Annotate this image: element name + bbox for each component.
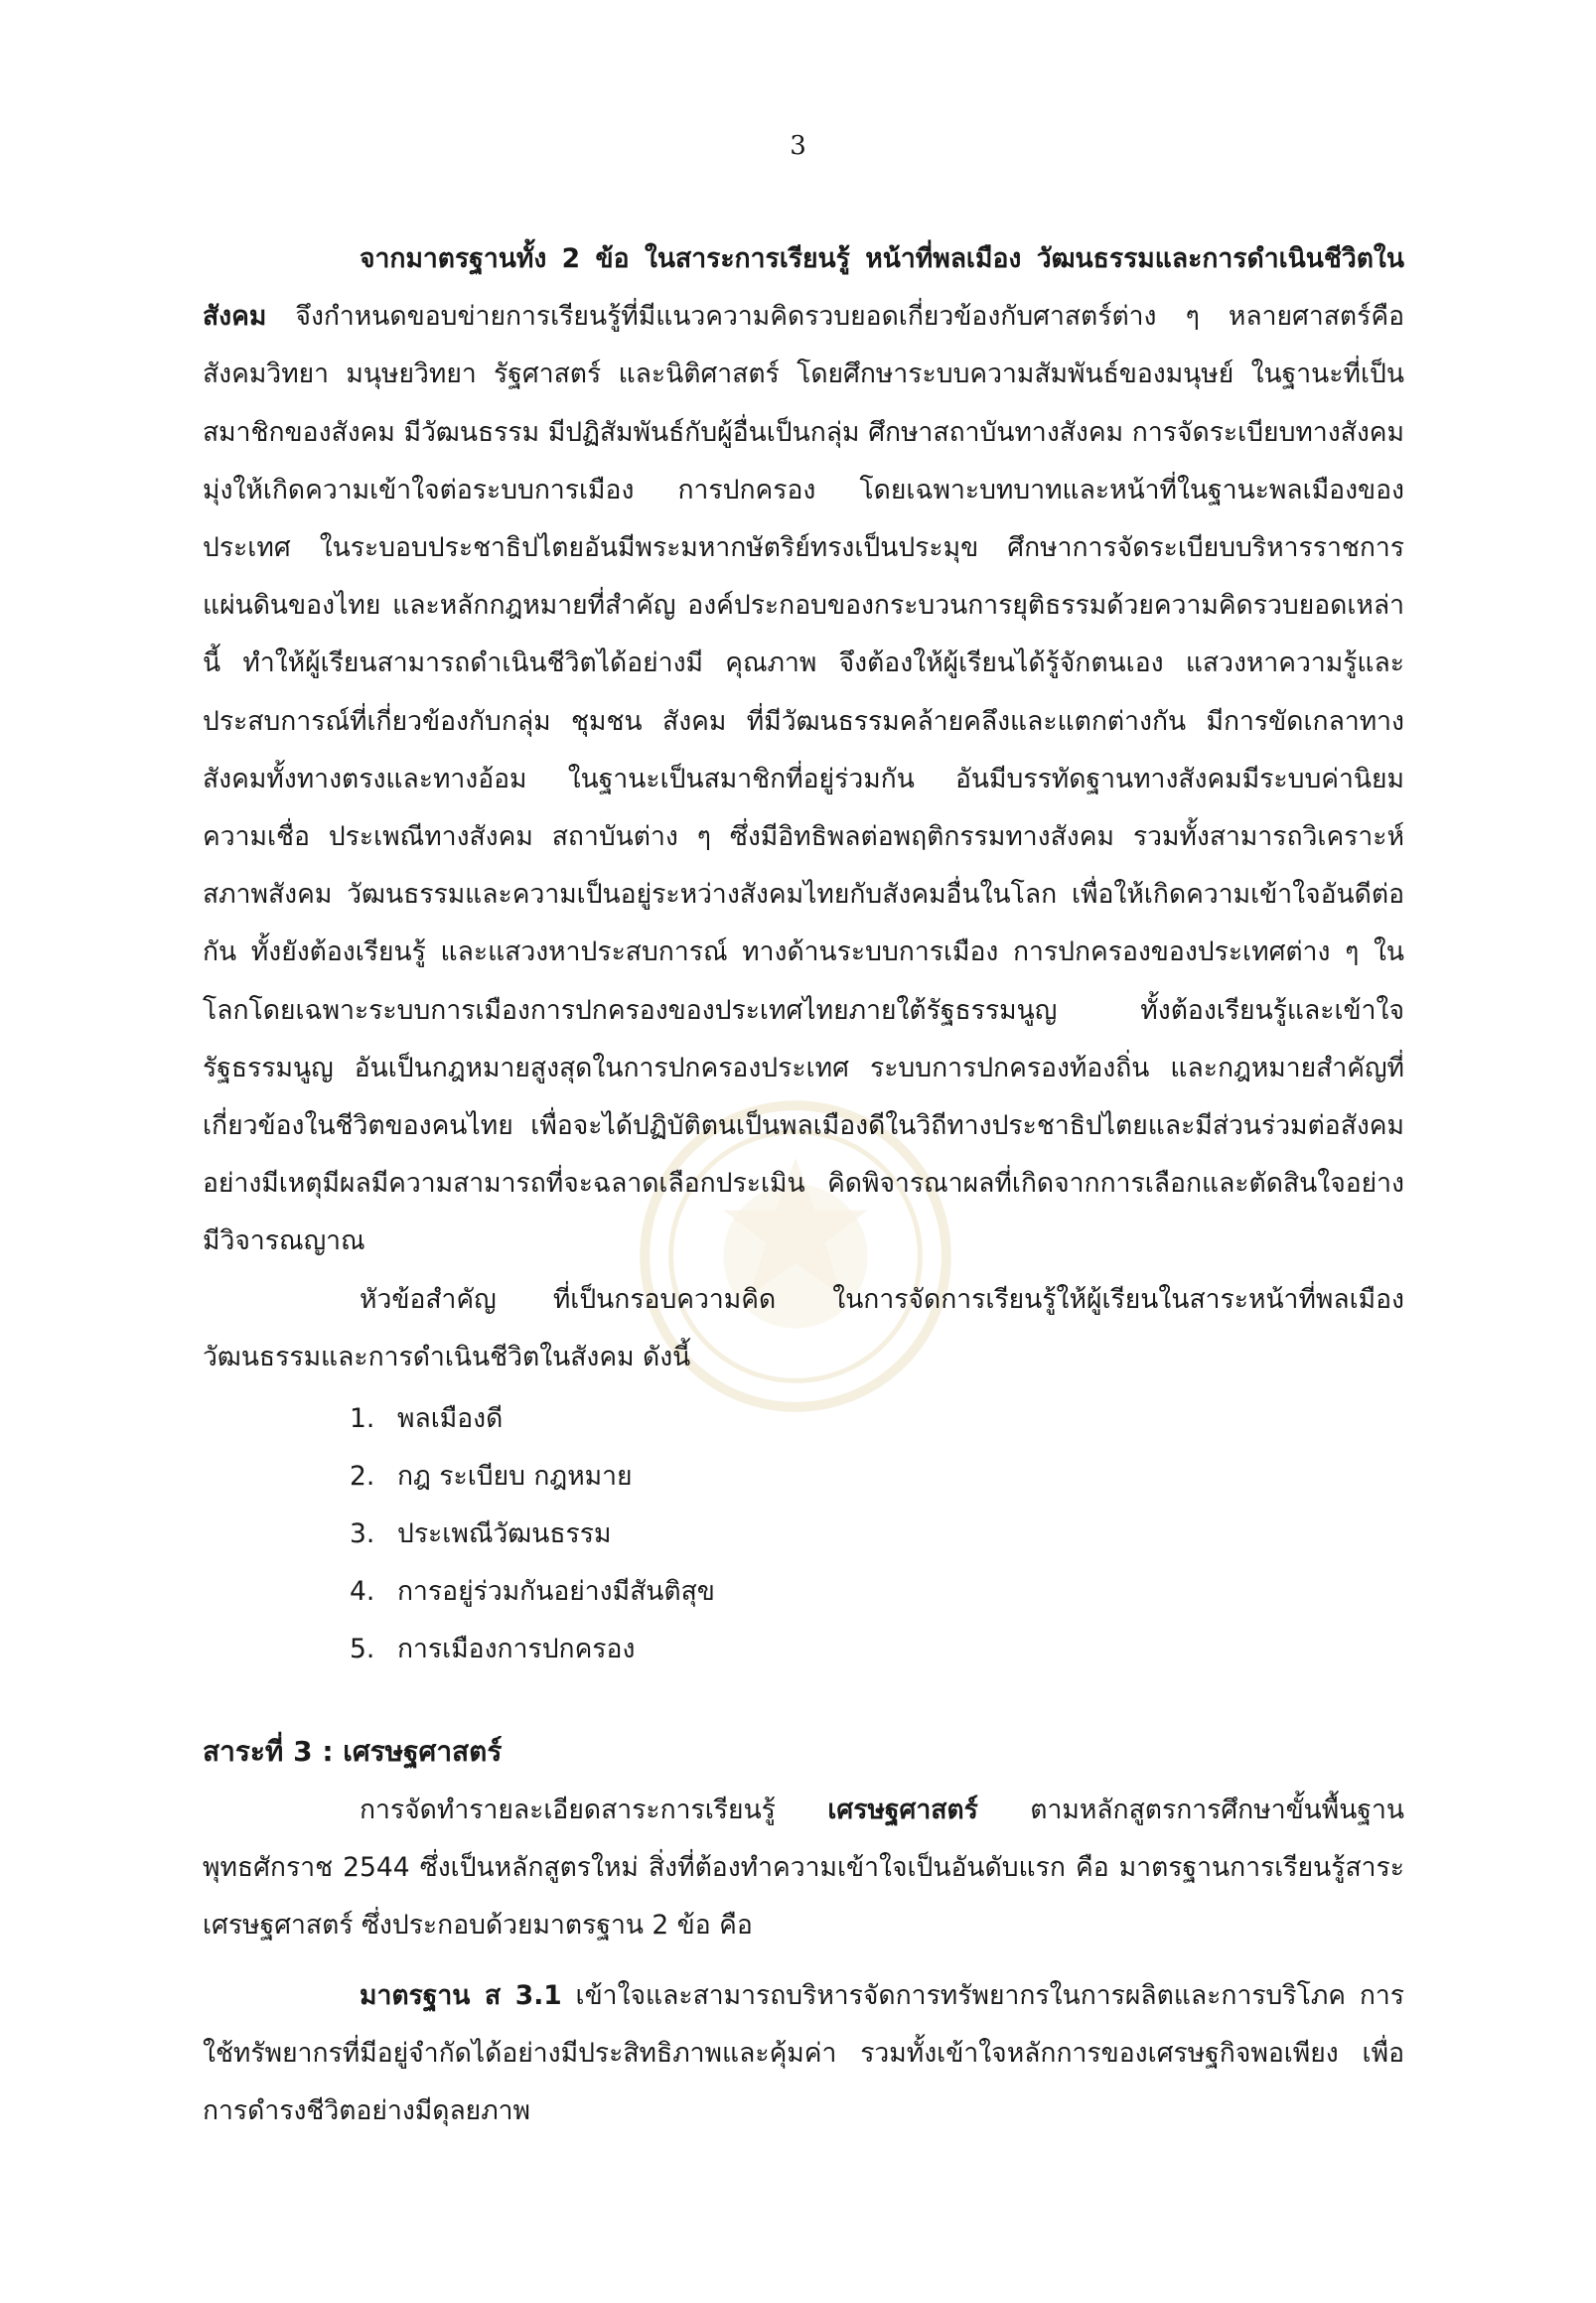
list-item-label: การเมืองการปกครอง	[397, 1634, 636, 1665]
key-topics-list	[203, 1390, 1404, 1678]
list-item-number: 2.	[350, 1461, 375, 1493]
list-item-label: การอยู่ร่วมกันอย่างมีสันติสุข	[397, 1576, 715, 1608]
list-item-label: พลเมืองดี	[397, 1403, 504, 1435]
section3-para-bold: เศรษฐศาสตร์	[827, 1795, 978, 1826]
intro-body: จึงกำหนดขอบข่ายการเรียนรู้ที่มีแนวความคิดรวบยอดเกี่ยวข้องกับศาสตร์ต่าง ๆ หลายศาสตร์คือ สังคมวิทยา มนุษยวิทยา รัฐศาสตร์ และนิติศาสตร์ โดยศึกษาระบบความสัมพันธ์ของมนุษย์ ในฐานะที่เป็นสมาชิกของสังคม มีวัฒนธรรม มีปฏิสัมพันธ์กับผู้อื่นเป็นกลุ่ม ศึกษาสถาบันทางสังคม การจัดระเบียบทางสังคม มุ่งให้เกิดความเข้าใจต่อระบบการเมือง การปกครอง โดยเฉพาะบทบาทและหน้าที่ในฐานะพลเมืองของประเทศ ในระบอบประชาธิปไตยอันมีพระมหากษัตริย์ทรงเป็นประมุข ศึกษาการจัดระเบียบบริหารราชการแผ่นดินของไทย และหลักกฎหมายที่สำคัญ องค์ประกอบของกระบวนการยุติธรรมด้วยความคิดรวบยอดเหล่านี้ ทำให้ผู้เรียนสามารถดำเนินชีวิตได้อย่างมี คุณภาพ จึงต้องให้ผู้เรียนได้รู้จักตนเอง แสวงหาความรู้และประสบการณ์ที่เกี่ยวข้องกับกลุ่ม ชุมชน สังคม ที่มีวัฒนธรรมคล้ายคลึงและแตกต่างกัน มีการขัดเกลาทางสังคมทั้งทางตรงและทางอ้อม ในฐานะเป็นสมาชิกที่อยู่ร่วมกัน อันมีบรรทัดฐานทางสังคมมีระบบค่านิยม ความเชื่อ ประเพณีทางสังคม สถาบันต่าง ๆ ซึ่งมีอิทธิพลต่อพฤติกรรมทางสังคม รวมทั้งสามารถวิเคราะห์สภาพสังคม วัฒนธรรมและความเป็นอยู่ระหว่างสังคมไทยกับสังคมอื่นในโลก เพื่อให้เกิดความเข้าใจอันดีต่อกัน ทั้งยังต้องเรียนรู้ และแสวงหาประสบการณ์ ทางด้านระบบการเมือง การปกครองของประเทศต่าง ๆ ในโลกโดยเฉพาะระบบการเมืองการปกครองของประเทศไทยภายใต้รัฐธรรมนูญ ทั้งต้องเรียนรู้และเข้าใจรัฐธรรมนูญ อันเป็นกฎหมายสูงสุดในการปกครองประเทศ ระบบการปกครองท้องถิ่น และกฎหมายสำคัญที่เกี่ยวข้องในชีวิตของคนไทย เพื่อจะได้ปฏิบัติตนเป็นพลเมืองดีในวิถีทางประชาธิปไตยและมีส่วนร่วมต่อสังคมอย่างมีเหตุมีผลมีความสามารถที่จะฉลาดเลือกประเมิน คิดพิจารณาผลที่เกิดจากการเลือกและตัดสินใจอย่างมีวิจารณญาณ	[203, 301, 1404, 1257]
list-item-number: 1.	[350, 1403, 375, 1435]
list-item-label: กฎ ระเบียบ กฎหมาย	[397, 1461, 633, 1493]
list-item	[203, 1563, 1404, 1621]
list-item-number: 3.	[350, 1518, 375, 1550]
list-item-number: 5.	[350, 1634, 375, 1665]
list-item-number: 4.	[350, 1576, 375, 1608]
list-item	[203, 1621, 1404, 1678]
section-heading: สาระที่ 3 : เศรษฐศาสตร์	[203, 1735, 503, 1769]
section3-paragraph	[203, 1782, 1404, 1955]
section3-para-pre: การจัดทำรายละเอียดสาระการเรียนรู้	[360, 1795, 828, 1826]
page-number: 3	[790, 131, 806, 161]
intro-paragraph	[203, 230, 1404, 1271]
key-topics-paragraph: หัวข้อสำคัญ ที่เป็นกรอบความคิด ในการจัดการเรียนรู้ให้ผู้เรียนในสาระหน้าที่พลเมือง วัฒนธรรมและการดำเนินชีวิตในสังคม ดังนี้	[203, 1283, 1404, 1372]
standard-code: มาตรฐาน ส 3.1	[360, 1979, 562, 2011]
standard-paragraph	[203, 1967, 1404, 2141]
list-item	[203, 1506, 1404, 1563]
standard-text: เข้าใจและสามารถบริหารจัดการทรัพยากรในการผลิตและการบริโภค การใช้ทรัพยากรที่มีอยู่จำกัดได้อย่างมีประสิทธิภาพและคุ้มค่า รวมทั้งเข้าใจหลักการของเศรษฐกิจพอเพียง เพื่อการดำรงชีวิตอย่างมีดุลยภาพ	[203, 1979, 1404, 2127]
list-item	[203, 1390, 1404, 1448]
intro-lead: จากมาตรฐานทั้ง 2 ข้อ ในสาระการเรียนรู้ หน้าที่พลเมือง วัฒนธรรมและการดำเนินชีวิตในสังคม	[203, 243, 1404, 333]
list-item	[203, 1448, 1404, 1506]
document-body	[203, 230, 1404, 2140]
section3-para-post: ตามหลักสูตรการศึกษาขั้นพื้นฐาน พุทธศักราช 2544 ซึ่งเป็นหลักสูตรใหม่ สิ่งที่ต้องทำความเข้าใจเป็นอันดับแรก คือ มาตรฐานการเรียนรู้สาระเศรษฐศาสตร์ ซึ่งประกอบด้วยมาตรฐาน 2 ข้อ คือ	[203, 1795, 1404, 1942]
list-item-label: ประเพณีวัฒนธรรม	[397, 1518, 612, 1550]
